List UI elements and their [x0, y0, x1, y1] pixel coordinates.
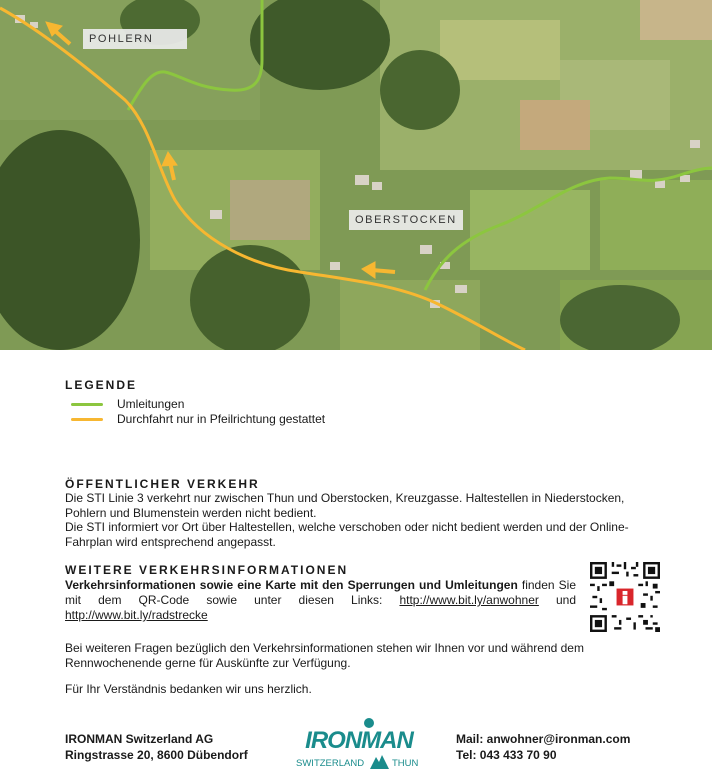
contact-mail[interactable]: Mail: anwohner@ironman.com [456, 732, 631, 746]
legend-title: LEGENDE [65, 378, 138, 392]
thanks-text: Für Ihr Verständnis bedanken wir uns herzlich. [65, 682, 312, 696]
logo-switzerland: SWITZERLAND [296, 758, 365, 769]
ironman-logo [294, 717, 424, 773]
place-label-oberstocken: OBERSTOCKEN [349, 210, 463, 230]
company-name: IRONMAN Switzerland AG [65, 732, 214, 746]
place-label-pohlern: POHLERN [83, 29, 187, 49]
link-radstrecke[interactable]: http://www.bit.ly/radstrecke [65, 608, 208, 622]
logo-wordmark: IRONMAN [305, 727, 413, 754]
legend-label: Umleitungen [117, 397, 185, 411]
traffic-info-text-a: finden Sie mit dem QR-Code sowie unter diesen Links: [65, 578, 576, 607]
aerial-map [0, 0, 712, 350]
logo-thun: THUN [392, 758, 419, 769]
public-transport-text-1: Die STI Linie 3 verkehrt nur zwischen Thun und Oberstocken, Kreuzgasse. Haltestellen in Niederstocken, Pohlern und Blumenstein werden nicht bedient. [65, 491, 625, 520]
company-address: Ringstrasse 20, 8600 Dübendorf [65, 748, 248, 762]
traffic-info-bold-intro: Verkehrsinformationen sowie eine Karte mit den Sperrungen und Umleitungen [65, 578, 518, 592]
traffic-info-title: WEITERE VERKEHRSINFORMATIONEN [65, 563, 349, 577]
traffic-info-text-b: und [538, 593, 576, 607]
mountain-icon [370, 755, 389, 769]
detour-line-swatch [71, 403, 103, 406]
questions-text: Bei weiteren Fragen bezüglich den Verkehrsinformationen stehen wir Ihnen vor und während dem Rennwochenende gerne für Auskünfte zur Verfügung. [65, 641, 584, 670]
legend-item-detour [71, 397, 184, 411]
public-transport-text-2: Die STI informiert vor Ort über Haltestellen, welche verschoben oder nicht bedient werden und der Online-Fahrplan wird entsprechend angepasst. [65, 520, 629, 549]
contact-tel[interactable]: Tel: 043 433 70 90 [456, 748, 557, 762]
traffic-info-text [65, 578, 576, 623]
legend-label: Durchfahrt nur in Pfeilrichtung gestattet [117, 412, 326, 426]
public-transport-title: ÖFFENTLICHER VERKEHR [65, 477, 260, 491]
link-anwohner[interactable]: http://www.bit.ly/anwohner [399, 593, 539, 607]
footer-address-block [65, 731, 248, 763]
legend-item-one-way [71, 412, 325, 426]
qr-code[interactable] [590, 562, 660, 632]
one-way-line-swatch [71, 418, 103, 421]
footer-contact-block [456, 731, 630, 763]
map-image [0, 0, 712, 350]
